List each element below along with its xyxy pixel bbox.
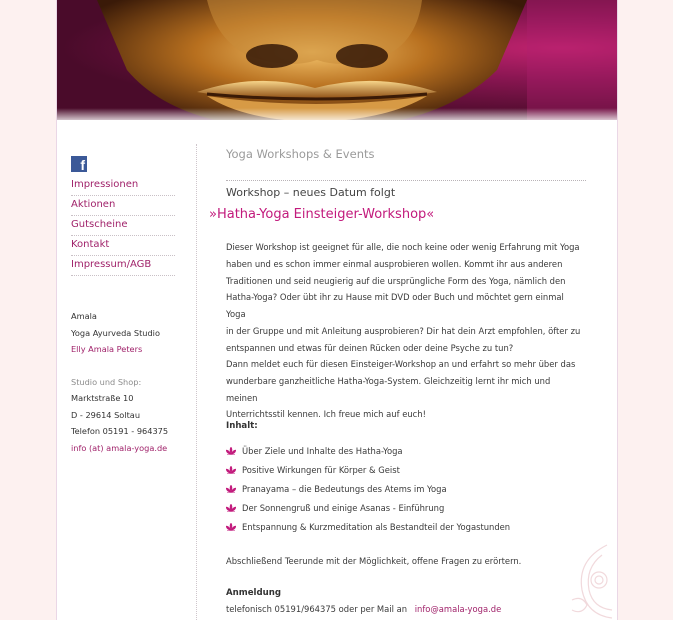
inhalt-list — [226, 442, 586, 536]
lotus-icon — [226, 523, 236, 531]
section-title: Yoga Workshops & Events — [226, 147, 375, 161]
nav-kontakt[interactable]: Kontakt — [71, 236, 175, 256]
lotus-icon — [226, 447, 236, 455]
list-item — [226, 461, 586, 480]
contact-line — [226, 604, 501, 614]
address-heading: Studio und Shop: — [71, 376, 142, 387]
signup-line: wunderbare ganzheitliche Hatha-Yoga-System. Gleichzeitig lernt ihr mich und meinen — [226, 375, 551, 403]
contact-email-link[interactable]: info@amala-yoga.de — [414, 604, 502, 614]
buddha-face-photo — [57, 0, 617, 120]
address-block — [71, 308, 201, 456]
page-container — [56, 0, 618, 620]
intro-paragraph — [226, 239, 581, 357]
list-item — [226, 498, 586, 517]
header-banner — [57, 0, 617, 120]
intro-line: entspannen und etwas für deinen Rücken oder deine Psyche zu tun? — [226, 342, 514, 353]
address-name: Amala — [71, 311, 97, 321]
lotus-icon — [226, 504, 236, 512]
nav-aktionen[interactable]: Aktionen — [71, 196, 175, 216]
closing-text: Abschließend Teerunde mit der Möglichkeit, offene Fragen zu erörtern. — [226, 556, 522, 566]
facebook-icon[interactable]: f — [71, 156, 87, 172]
intro-line: Hatha-Yoga? Oder übt ihr zu Hause mit DVD oder Buch und möchtet gern einmal Yoga — [226, 292, 564, 320]
address-city: D - 29614 Soltau — [71, 409, 141, 420]
nav-impressionen[interactable]: Impressionen — [71, 176, 175, 196]
address-street: Marktstraße 10 — [71, 393, 134, 403]
contact-text: telefonisch 05191/964375 oder per Mail an — [226, 604, 408, 614]
paisley-ornament — [557, 540, 617, 620]
list-item-text: Positive Wirkungen für Körper & Geist — [242, 465, 400, 476]
list-item-text: Entspannung & Kurzmeditation als Bestandteil der Yogastunden — [242, 521, 511, 532]
list-item — [226, 517, 586, 536]
address-phone: Telefon 05191 - 964375 — [71, 426, 169, 436]
list-item-text: Pranayama – die Bedeutungs des Atems im Yoga — [242, 483, 447, 494]
signup-paragraph — [226, 356, 581, 423]
intro-line: Dieser Workshop ist geeignet für alle, die noch keine oder wenig Erfahrung mit Yoga — [226, 242, 580, 252]
nav-impressum[interactable]: Impressum/AGB — [71, 256, 175, 276]
signup-line: Dann meldet euch für diesen Einsteiger-Workshop an und erfahrt so mehr über das — [226, 359, 576, 369]
list-item — [226, 480, 586, 499]
intro-line: Traditionen und seid neugierig auf die ursprüngliche Form des Yoga, nämlich den — [226, 275, 566, 286]
address-email[interactable]: info (at) amala-yoga.de — [71, 442, 168, 453]
lotus-icon — [226, 466, 236, 474]
inhalt-label: Inhalt: — [226, 421, 258, 431]
address-studio: Yoga Ayurveda Studio — [71, 327, 160, 338]
list-item-text: Über Ziele und Inhalte des Hatha-Yoga — [242, 446, 403, 457]
workshop-headline: »Hatha-Yoga Einsteiger-Workshop« — [209, 207, 435, 222]
signup-line: Unterrichtsstil kennen. Ich freue mich auf euch! — [226, 409, 426, 420]
title-divider — [226, 180, 586, 181]
workshop-subhead: Workshop – neues Datum folgt — [226, 186, 396, 199]
intro-line: in der Gruppe und mit Anleitung ausprobieren? Dir hat dein Arzt empfohlen, öfter zu — [226, 325, 581, 336]
list-item — [226, 442, 586, 461]
column-divider — [196, 144, 197, 620]
lotus-icon — [226, 485, 236, 493]
sidebar-nav — [71, 176, 175, 276]
sidebar — [71, 156, 175, 276]
address-person: Elly Amala Peters — [71, 344, 143, 354]
nav-gutscheine[interactable]: Gutscheine — [71, 216, 175, 236]
intro-line: haben und es schon immer einmal ausprobieren wollen. Kommt ihr aus anderen — [226, 258, 563, 269]
anmeldung-label: Anmeldung — [226, 588, 282, 598]
list-item-text: Der Sonnengruß und einige Asanas - Einführung — [242, 502, 445, 513]
